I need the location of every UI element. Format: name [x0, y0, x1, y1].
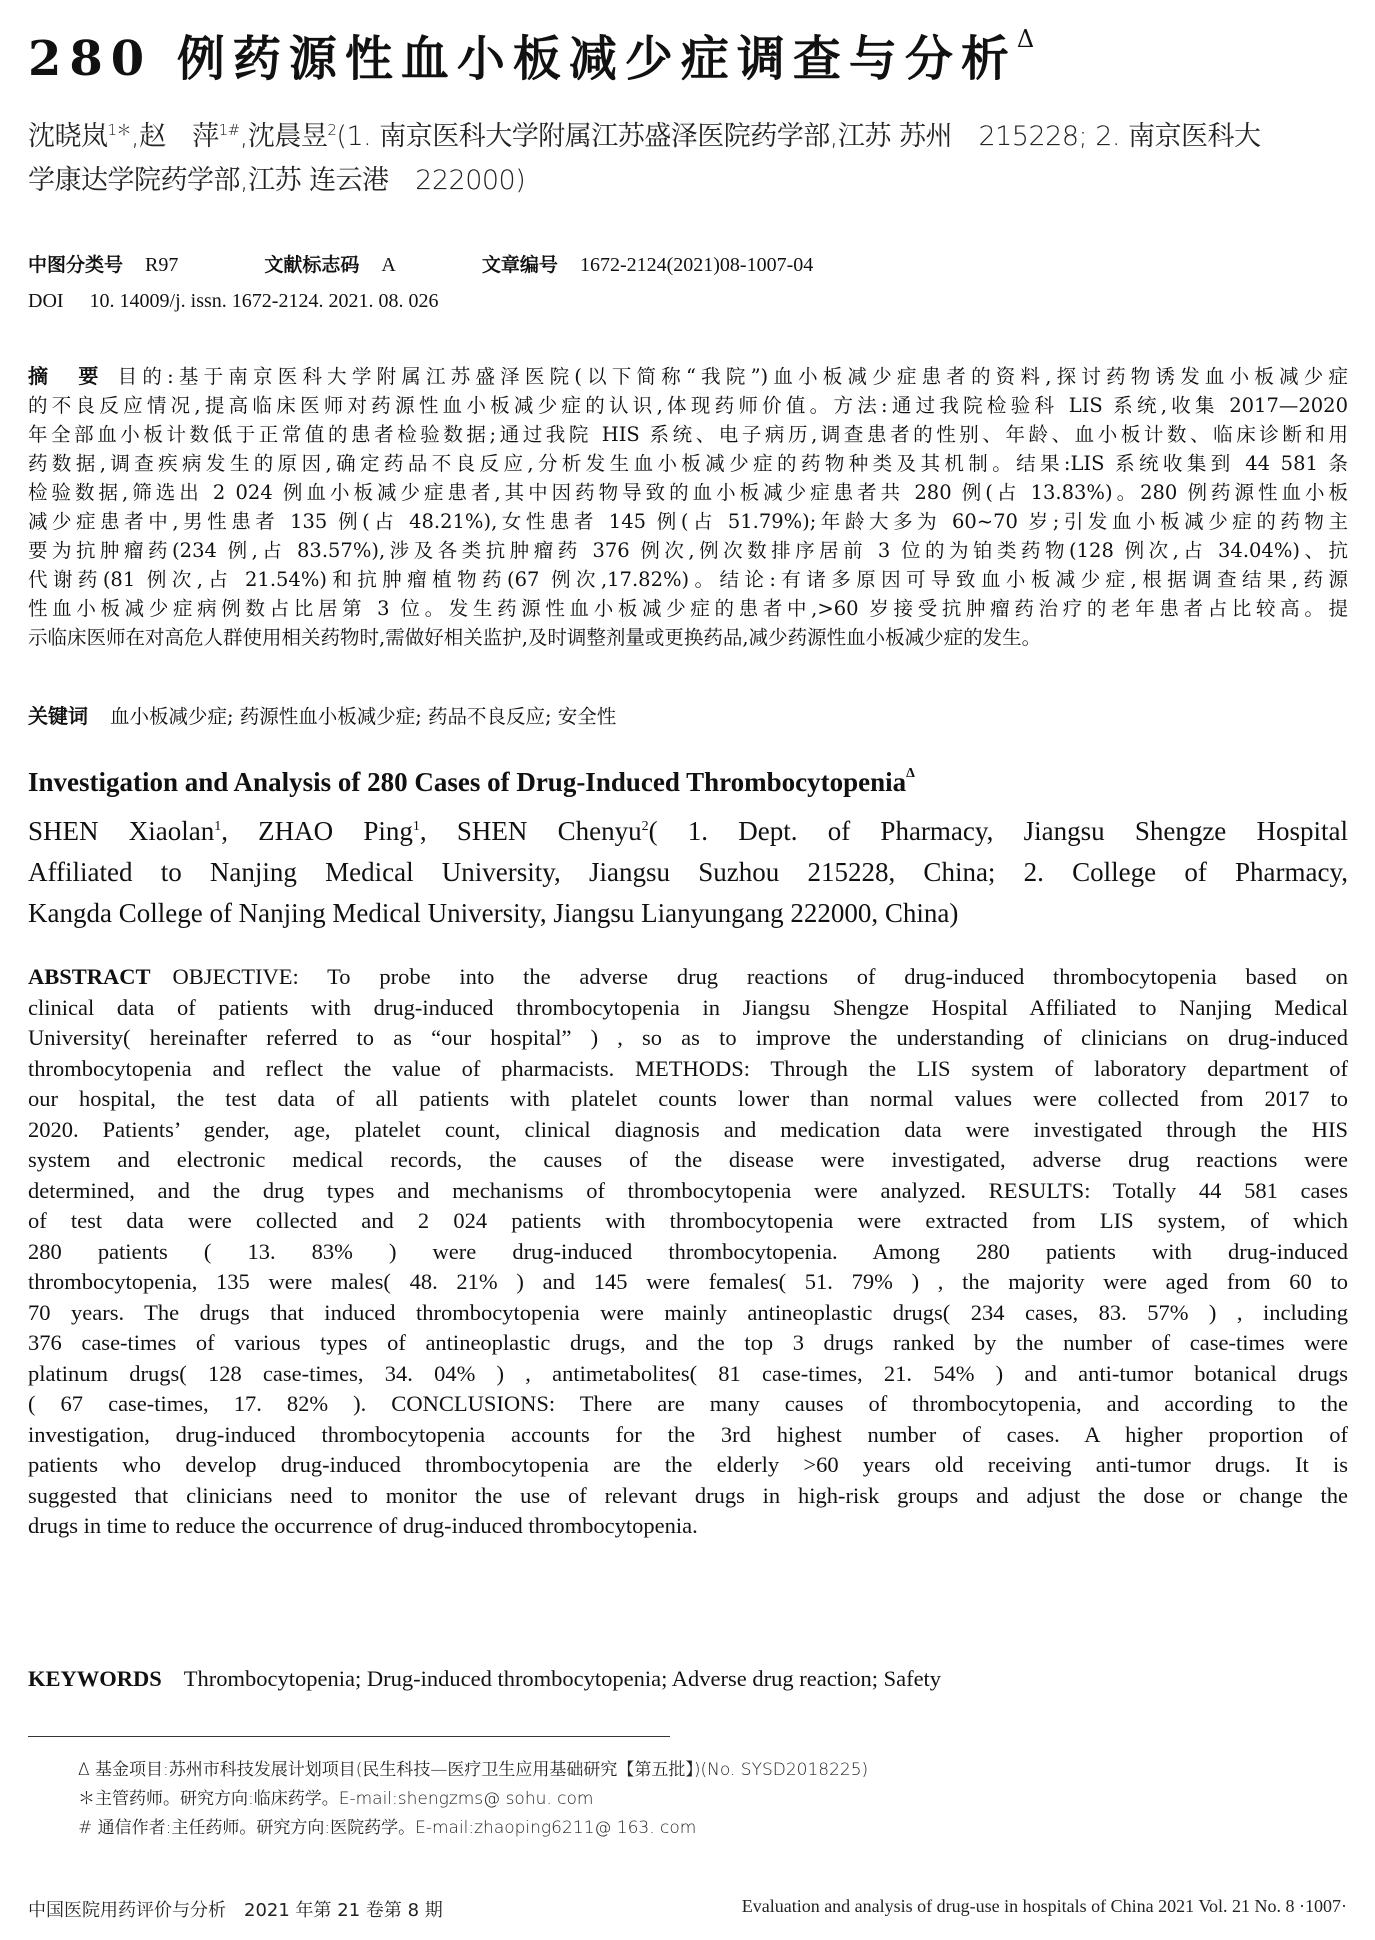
- abstract-en-line: thrombocytopenia, 135 were males( 48. 21% ) and 145 were females( 51. 79% ) , the majority were aged from 60 to: [28, 1269, 1348, 1294]
- author-sup: 1: [412, 819, 420, 834]
- abstract-cn: [28, 362, 1348, 652]
- author-sup: 1: [214, 819, 222, 834]
- abstract-cn-line: [28, 362, 1348, 391]
- abstract-cn-line: 示临床医师在对高危人群使用相关药物时,需做好相关监护,及时调整剂量或更换药品,减少药源性血小板减少症的发生。: [28, 626, 1042, 649]
- classification-meta: [28, 250, 813, 277]
- author-sup: 2: [327, 121, 337, 139]
- abstract-en-line: patients who develop drug-induced thrombocytopenia are the elderly >60 years old receiving anti-tumor drugs. It is: [28, 1452, 1348, 1477]
- author-name: 沈晓岚: [28, 121, 108, 152]
- abstract-cn-line: 药数据,调查疾病发生的原因,确定药品不良反应,分析发生血小板减少症的药物种类及其机制。结果:LIS 系统收集到 44 581 条: [28, 452, 1348, 475]
- abstract-en-line: clinical data of patients with drug-induced thrombocytopenia in Jiangsu Shengze Hospital Affiliated to Nanjing Medical: [28, 994, 1348, 1020]
- doi-label: DOI: [28, 290, 64, 312]
- footnote-funding: Δ 基金项目:苏州市科技发展计划项目(民生科技—医疗卫生应用基础研究【第五批】)(No. SYSD2018225): [78, 1760, 869, 1780]
- footnote-corresponding-author: # 通信作者:主任药师。研究方向:医院药学。E-mail:zhaoping6211@ 163. com: [78, 1818, 697, 1838]
- abstract-en-line: our hospital, the test data of all patients with platelet counts lower than normal values were collected from 2017 to: [28, 1086, 1348, 1111]
- abstract-cn-line: 代谢药(81 例次,占 21.54%)和抗肿瘤植物药(67 例次,17.82%)。结论:有诸多原因可导致血小板减少症,根据调查结果,药源: [28, 568, 1348, 591]
- abstract-cn-heading: 摘 要: [28, 364, 104, 388]
- abstract-en-line: University( hereinafter referred to as “our hospital” ) , so as to improve the understanding of clinicians on drug-induced: [28, 1025, 1348, 1050]
- article-no-value: 1672-2124(2021)08-1007-04: [579, 254, 814, 276]
- abstract-en-line: system and electronic medical records, the causes of the disease were investigated, adverse drug reactions were: [28, 1147, 1348, 1172]
- abstract-cn-text: 目的:基于南京医科大学附属江苏盛泽医院(以下简称“我院”)血小板减少症患者的资料,探讨药物诱发血小板减少症: [117, 365, 1348, 388]
- funding-mark: Δ: [1016, 25, 1035, 53]
- abstract-en-line: thrombocytopenia and reflect the value of pharmacists. METHODS: Through the LIS system of laboratory department of: [28, 1055, 1348, 1081]
- keywords-cn-text: 血小板减少症; 药源性血小板减少症; 药品不良反应; 安全性: [110, 705, 617, 728]
- keywords-cn-heading: 关键词: [28, 704, 88, 728]
- abstract-en-line: ( 67 case-times, 17. 82% ). CONCLUSIONS: There are many causes of thrombocytopenia, and according to the: [28, 1391, 1348, 1416]
- abstract-en-line: 70 years. The drugs that induced thrombocytopenia were mainly antineoplastic drugs( 234 cases, 83. 57% ) , including: [28, 1299, 1348, 1325]
- footnotes: [78, 1756, 868, 1843]
- abstract-en-line: drugs in time to reduce the occurrence of drug-induced thrombocytopenia.: [28, 1513, 698, 1538]
- journal-footer-en: Evaluation and analysis of drug-use in hospitals of China 2021 Vol. 21 No. 8 ·1007·: [741, 1896, 1347, 1916]
- abstract-en-line: platinum drugs( 128 case-times, 34. 04% ) , antimetabolites( 81 case-times, 21. 54% ) and anti-tumor botanical drugs: [28, 1360, 1348, 1386]
- affiliation-text: ( 1. Dept. of Pharmacy, Jiangsu Shengze Hospital: [648, 816, 1349, 846]
- footnote-divider: [28, 1736, 670, 1737]
- author-sup: 1#: [218, 121, 240, 139]
- abstract-en-line: 2020. Patients’ gender, age, platelet count, clinical diagnosis and medication data were investigated through the HIS: [28, 1116, 1348, 1142]
- authors-cn-line: [28, 108, 1348, 159]
- doc-code-value: A: [381, 254, 396, 276]
- authors-cn-line: 学康达学院药学部,江苏 连云港 222000): [28, 165, 526, 196]
- abstract-cn-line: 年全部血小板计数低于正常值的患者检验数据;通过我院 HIS 系统、电子病历,调查患者的性别、年龄、血小板计数、临床诊断和用: [28, 423, 1348, 446]
- clc-value: R97: [145, 254, 179, 276]
- keywords-cn: [28, 700, 616, 729]
- keywords-en-heading: KEYWORDS: [28, 1666, 162, 1691]
- footnote-first-author: ＊主管药师。研究方向:临床药学。E-mail:shengzms@ sohu. com: [78, 1789, 594, 1809]
- affiliation-text: (1. 南京医科大学附属江苏盛泽医院药学部,江苏 苏州 215228; 2. 南京医科大: [336, 121, 1261, 152]
- abstract-en-line: of test data were collected and 2 024 patients with thrombocytopenia were extracted from LIS system, of which: [28, 1208, 1348, 1233]
- author-sup: 2: [641, 819, 649, 834]
- keywords-en: [28, 1666, 941, 1692]
- abstract-cn-line: 性血小板减少症病例数占比居第 3 位。发生药源性血小板减少症的患者中,>60 岁接受抗肿瘤药治疗的老年患者占比较高。提: [28, 597, 1348, 620]
- keywords-en-text: Thrombocytopenia; Drug-induced thrombocytopenia; Adverse drug reaction; Safety: [183, 1666, 942, 1691]
- doi-value: 10. 14009/j. issn. 1672-2124. 2021. 08. 026: [89, 290, 439, 312]
- doi-meta: [28, 290, 438, 313]
- funding-mark: Δ: [906, 766, 915, 781]
- author-name: , SHEN Chenyu: [419, 816, 642, 846]
- abstract-cn-line: 检验数据,筛选出 2 024 例血小板减少症患者,其中因药物导致的血小板减少症患者共 280 例(占 13.83%)。280 例药源性血小板: [28, 481, 1348, 504]
- authors-en-line: Affiliated to Nanjing Medical University, Jiangsu Suzhou 215228, China; 2. College of Pharmacy,: [28, 857, 1348, 887]
- article-title-en: [28, 766, 915, 798]
- abstract-en-heading: ABSTRACT: [28, 964, 151, 989]
- article-no-label: 文章编号: [481, 254, 558, 276]
- author-name: SHEN Xiaolan: [28, 816, 215, 846]
- doc-code-label: 文献标志码: [264, 254, 360, 276]
- abstract-en-line: [28, 962, 1348, 993]
- abstract-en-line: 280 patients ( 13. 83% ) were drug-induced thrombocytopenia. Among 280 patients with drug-induced: [28, 1238, 1348, 1264]
- author-name: ,沈晨昱: [239, 121, 328, 152]
- abstract-cn-line: 要为抗肿瘤药(234 例,占 83.57%),涉及各类抗肿瘤药 376 例次,例次数排序居前 3 位的为铂类药物(128 例次,占 34.04%)、抗: [28, 539, 1348, 562]
- clc-label: 中图分类号: [28, 254, 124, 276]
- abstract-en: [28, 962, 1348, 1542]
- abstract-en-text: OBJECTIVE: To probe into the adverse drug reactions of drug-induced thrombocytopenia based on: [172, 964, 1348, 989]
- author-sup: 1＊: [107, 121, 132, 139]
- abstract-en-line: investigation, drug-induced thrombocytopenia accounts for the 3rd highest number of cases. A higher proportion of: [28, 1421, 1348, 1447]
- author-name: , ZHAO Ping: [221, 816, 413, 846]
- title-text: 280 例药源性血小板减少症调查与分析: [28, 31, 1017, 87]
- author-name: ,赵 萍: [131, 121, 219, 152]
- authors-en-line: [28, 806, 1348, 852]
- abstract-cn-line: 的不良反应情况,提高临床医师对药源性血小板减少症的认识,体现药师价值。方法:通过我院检验科 LIS 系统,收集 2017—2020: [28, 394, 1348, 417]
- abstract-en-line: determined, and the drug types and mechanisms of thrombocytopenia were analyzed. RESULTS: Totally 44 581 cases: [28, 1177, 1348, 1203]
- title-en-text: Investigation and Analysis of 280 Cases of Drug-Induced Thrombocytopenia: [28, 767, 907, 797]
- journal-footer-cn: 中国医院用药评价与分析 2021 年第 21 卷第 8 期: [28, 1900, 443, 1921]
- article-title-cn: [28, 20, 1034, 89]
- abstract-en-line: 376 case-times of various types of antineoplastic drugs, and the top 3 drugs ranked by the number of case-times were: [28, 1330, 1348, 1355]
- authors-en-line: Kangda College of Nanjing Medical University, Jiangsu Lianyungang 222000, China): [28, 898, 959, 928]
- authors-cn: [28, 108, 1348, 203]
- abstract-en-line: suggested that clinicians need to monitor the use of relevant drugs in high-risk groups and adjust the dose or change the: [28, 1482, 1348, 1508]
- abstract-cn-line: 减少症患者中,男性患者 135 例(占 48.21%),女性患者 145 例(占 51.79%);年龄大多为 60~70 岁;引发血小板减少症的药物主: [28, 510, 1348, 533]
- authors-en: [28, 806, 1348, 934]
